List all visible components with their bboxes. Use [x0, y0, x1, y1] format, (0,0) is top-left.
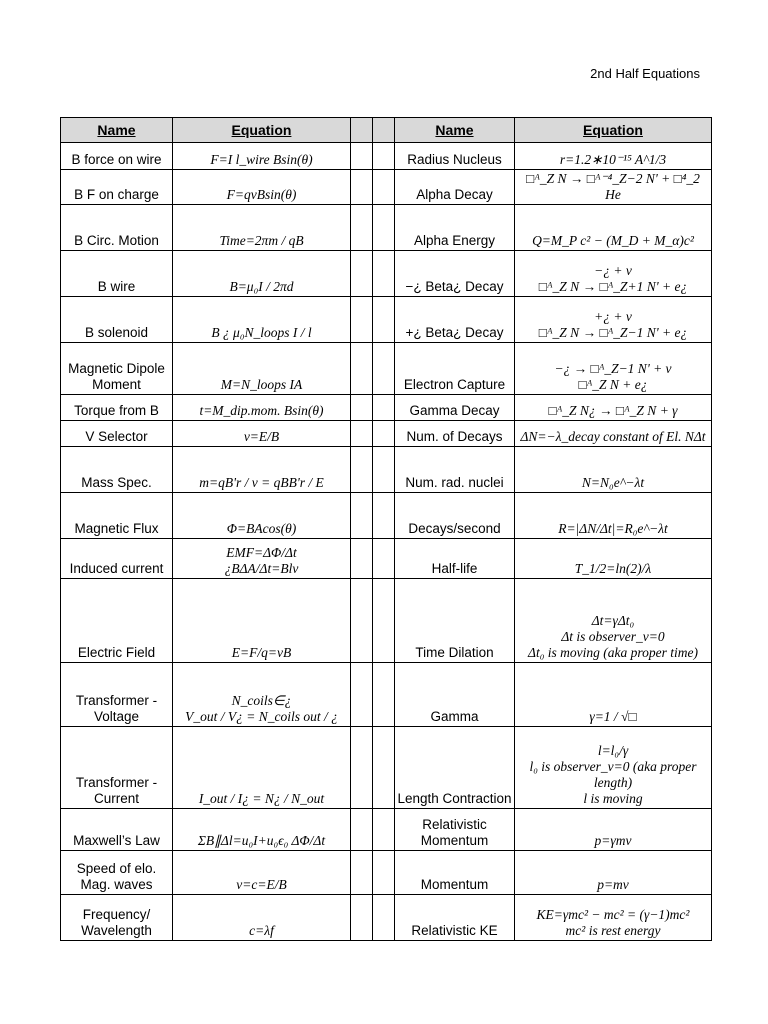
- left-name-cell: B force on wire: [61, 143, 173, 170]
- header-right-name: Name: [395, 118, 515, 143]
- spacer-cell: [351, 493, 373, 539]
- table-row: [61, 663, 712, 727]
- right-equation-cell: □ᴬ_Z N¿ → □ᴬ_Z N + γ: [515, 395, 712, 421]
- spacer-cell: [351, 170, 373, 205]
- spacer-cell: [373, 663, 395, 727]
- spacer-cell: [373, 297, 395, 343]
- spacer-cell: [351, 251, 373, 297]
- table-row: [61, 851, 712, 895]
- left-equation-cell: M=N_loops IA: [173, 343, 351, 395]
- right-equation-cell: Q=M_P c² − (M_D + M_α)c²: [515, 205, 712, 251]
- right-name-cell: Momentum: [395, 851, 515, 895]
- spacer-cell: [373, 143, 395, 170]
- right-equation-cell: N=N₀e^−λt: [515, 447, 712, 493]
- left-equation-cell: Φ=BAcos(θ): [173, 493, 351, 539]
- table-row: [61, 579, 712, 663]
- header-left-name: Name: [61, 118, 173, 143]
- right-equation-cell: ΔN=−λ_decay constant of El. NΔt: [515, 421, 712, 447]
- spacer-cell: [373, 539, 395, 579]
- spacer-cell: [373, 421, 395, 447]
- right-equation-cell: −¿ → □ᴬ_Z−1 N' + ν □ᴬ_Z N + e¿: [515, 343, 712, 395]
- spacer-cell: [351, 851, 373, 895]
- left-equation-cell: E=F/q=vB: [173, 579, 351, 663]
- spacer-cell: [351, 727, 373, 809]
- right-equation-cell: □ᴬ_Z N → □ᴬ⁻⁴_Z−2 N' + □⁴_2 He: [515, 170, 712, 205]
- left-equation-cell: EMF=ΔΦ/Δt ¿BΔA/Δt=Blv: [173, 539, 351, 579]
- left-equation-cell: B ¿ μ₀N_loops I / l: [173, 297, 351, 343]
- left-name-cell: Induced current: [61, 539, 173, 579]
- right-name-cell: Num. of Decays: [395, 421, 515, 447]
- left-equation-cell: F=qvBsin(θ): [173, 170, 351, 205]
- header-spacer: [351, 118, 373, 143]
- left-name-cell: Torque from B: [61, 395, 173, 421]
- spacer-cell: [373, 809, 395, 851]
- left-name-cell: B Circ. Motion: [61, 205, 173, 251]
- right-name-cell: Relativistic Momentum: [395, 809, 515, 851]
- table-row: [61, 343, 712, 395]
- right-name-cell: −¿ Beta¿ Decay: [395, 251, 515, 297]
- spacer-cell: [373, 343, 395, 395]
- left-equation-cell: F=I l_wire Bsin(θ): [173, 143, 351, 170]
- table-row: [61, 809, 712, 851]
- right-equation-cell: l=l₀/γ l₀ is observer_v=0 (aka proper length) l is moving: [515, 727, 712, 809]
- right-name-cell: Length Contraction: [395, 727, 515, 809]
- spacer-cell: [351, 809, 373, 851]
- table-row: [61, 727, 712, 809]
- right-name-cell: Alpha Decay: [395, 170, 515, 205]
- right-equation-cell: T_1/2=ln(2)/λ: [515, 539, 712, 579]
- spacer-cell: [373, 251, 395, 297]
- left-name-cell: Magnetic Flux: [61, 493, 173, 539]
- left-equation-cell: c=λf: [173, 895, 351, 941]
- right-equation-cell: r=1.2∗10⁻¹⁵ A^1/3: [515, 143, 712, 170]
- table-row: [61, 539, 712, 579]
- table-row: [61, 205, 712, 251]
- table-header-row: [61, 118, 712, 143]
- left-equation-cell: v=c=E/B: [173, 851, 351, 895]
- left-equation-cell: N_coils∈¿ V_out / V¿ = N_coils out / ¿: [173, 663, 351, 727]
- right-name-cell: +¿ Beta¿ Decay: [395, 297, 515, 343]
- spacer-cell: [351, 205, 373, 251]
- left-name-cell: B F on charge: [61, 170, 173, 205]
- equations-table: [60, 117, 712, 941]
- spacer-cell: [373, 727, 395, 809]
- table-row: [61, 493, 712, 539]
- table-row: [61, 170, 712, 205]
- left-equation-cell: I_out / I¿ = N¿ / N_out: [173, 727, 351, 809]
- header-right-equation: Equation: [515, 118, 712, 143]
- left-name-cell: B wire: [61, 251, 173, 297]
- right-name-cell: Decays/second: [395, 493, 515, 539]
- right-name-cell: Radius Nucleus: [395, 143, 515, 170]
- left-name-cell: V Selector: [61, 421, 173, 447]
- right-name-cell: Gamma: [395, 663, 515, 727]
- spacer-cell: [351, 579, 373, 663]
- right-name-cell: Gamma Decay: [395, 395, 515, 421]
- spacer-cell: [351, 395, 373, 421]
- left-equation-cell: Time=2πm / qB: [173, 205, 351, 251]
- left-name-cell: Electric Field: [61, 579, 173, 663]
- spacer-cell: [373, 447, 395, 493]
- left-equation-cell: v=E/B: [173, 421, 351, 447]
- table-row: [61, 447, 712, 493]
- left-name-cell: Maxwell’s Law: [61, 809, 173, 851]
- right-equation-cell: Δt=γΔt₀ Δt is observer_v=0 Δt₀ is moving (aka proper time): [515, 579, 712, 663]
- right-name-cell: Half-life: [395, 539, 515, 579]
- left-equation-cell: B=μ₀I / 2πd: [173, 251, 351, 297]
- table-row: [61, 395, 712, 421]
- table-row: [61, 251, 712, 297]
- spacer-cell: [373, 851, 395, 895]
- right-equation-cell: +¿ + ν □ᴬ_Z N → □ᴬ_Z−1 N' + e¿: [515, 297, 712, 343]
- document-title: 2nd Half Equations: [590, 66, 700, 81]
- right-name-cell: Num. rad. nuclei: [395, 447, 515, 493]
- spacer-cell: [373, 895, 395, 941]
- right-name-cell: Electron Capture: [395, 343, 515, 395]
- spacer-cell: [373, 395, 395, 421]
- spacer-cell: [351, 663, 373, 727]
- left-name-cell: Transformer - Voltage: [61, 663, 173, 727]
- table-row: [61, 895, 712, 941]
- left-name-cell: Transformer - Current: [61, 727, 173, 809]
- right-name-cell: Relativistic KE: [395, 895, 515, 941]
- spacer-cell: [351, 297, 373, 343]
- spacer-cell: [351, 447, 373, 493]
- spacer-cell: [373, 579, 395, 663]
- spacer-cell: [351, 143, 373, 170]
- left-name-cell: B solenoid: [61, 297, 173, 343]
- table-row: [61, 297, 712, 343]
- spacer-cell: [373, 205, 395, 251]
- right-equation-cell: p=γmv: [515, 809, 712, 851]
- spacer-cell: [351, 895, 373, 941]
- left-equation-cell: m=qB'r / v = qBB'r / E: [173, 447, 351, 493]
- left-name-cell: Speed of elo. Mag. waves: [61, 851, 173, 895]
- left-name-cell: Frequency/ Wavelength: [61, 895, 173, 941]
- spacer-cell: [351, 539, 373, 579]
- right-name-cell: Alpha Energy: [395, 205, 515, 251]
- spacer-cell: [373, 170, 395, 205]
- spacer-cell: [351, 421, 373, 447]
- left-name-cell: Mass Spec.: [61, 447, 173, 493]
- header-left-equation: Equation: [173, 118, 351, 143]
- left-name-cell: Magnetic Dipole Moment: [61, 343, 173, 395]
- table-row: [61, 143, 712, 170]
- table-row: [61, 421, 712, 447]
- right-equation-cell: γ=1 / √□: [515, 663, 712, 727]
- right-equation-cell: KE=γmc² − mc² = (γ−1)mc² mc² is rest energy: [515, 895, 712, 941]
- left-equation-cell: ΣB∥Δl=u₀I+u₀ϵ₀ ΔΦ/Δt: [173, 809, 351, 851]
- left-equation-cell: t=M_dip.mom. Bsin(θ): [173, 395, 351, 421]
- right-equation-cell: p=mv: [515, 851, 712, 895]
- spacer-cell: [351, 343, 373, 395]
- right-name-cell: Time Dilation: [395, 579, 515, 663]
- header-spacer: [373, 118, 395, 143]
- right-equation-cell: −¿ + ν □ᴬ_Z N → □ᴬ_Z+1 N' + e¿: [515, 251, 712, 297]
- spacer-cell: [373, 493, 395, 539]
- right-equation-cell: R=|ΔN/Δt|=R₀e^−λt: [515, 493, 712, 539]
